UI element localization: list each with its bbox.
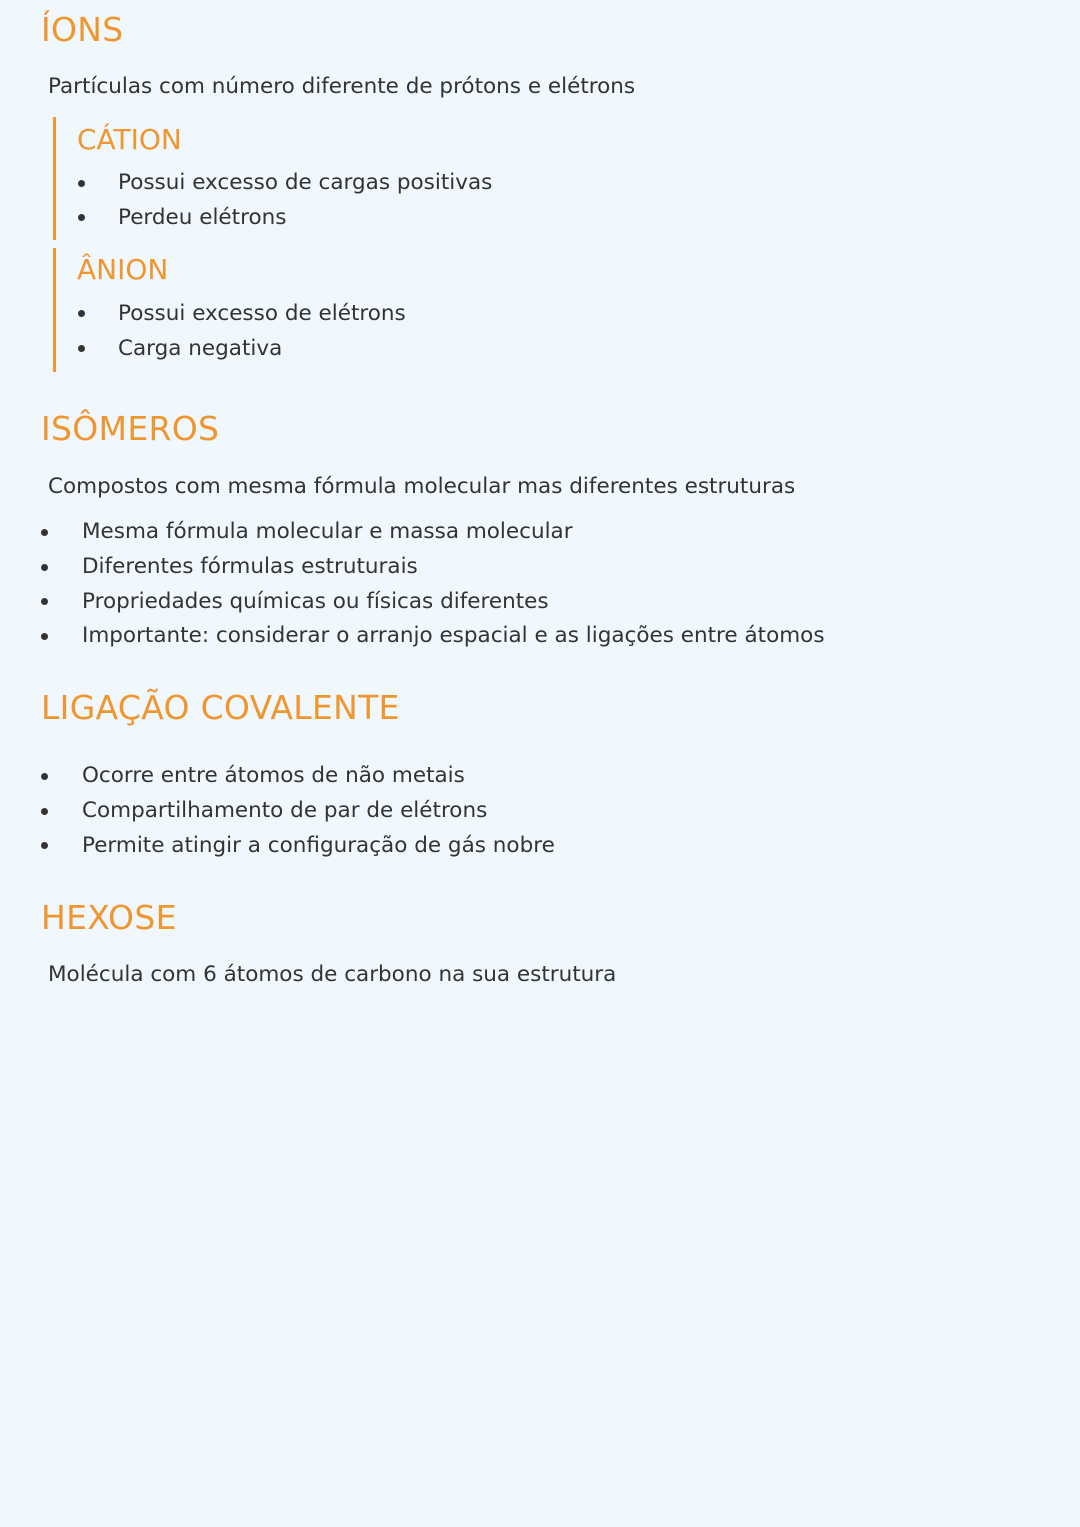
bullet-icon — [41, 564, 48, 571]
bullet-icon — [78, 214, 85, 221]
bullet-icon — [41, 842, 48, 849]
covalent-title: LIGAÇÃO COVALENTE — [41, 688, 400, 727]
bullet-icon — [41, 529, 48, 536]
hexose-title: HEXOSE — [41, 898, 177, 937]
covalent-item: Ocorre entre átomos de não metais — [82, 763, 465, 788]
isomers-title: ISÔMEROS — [41, 409, 220, 448]
bullet-icon — [41, 808, 48, 815]
bullet-icon — [41, 598, 48, 605]
bullet-icon — [41, 773, 48, 780]
isomers-description: Compostos com mesma fórmula molecular mas diferentes estruturas — [48, 474, 796, 499]
cation-item: Possui excesso de cargas positivas — [118, 170, 493, 195]
covalent-item: Permite atingir a configuração de gás nobre — [82, 833, 555, 858]
covalent-item: Compartilhamento de par de elétrons — [82, 798, 488, 823]
ions-title: ÍONS — [41, 10, 124, 49]
isomers-item: Mesma fórmula molecular e massa molecular — [82, 519, 573, 544]
anion-item: Possui excesso de elétrons — [118, 301, 406, 326]
cation-item: Perdeu elétrons — [118, 205, 287, 230]
bullet-icon — [78, 345, 85, 352]
cation-title: CÁTION — [77, 123, 182, 156]
cation-accent-bar — [53, 117, 56, 240]
anion-title: ÂNION — [77, 253, 169, 286]
bullet-icon — [41, 633, 48, 640]
bullet-icon — [78, 180, 85, 187]
ions-description: Partículas com número diferente de prótons e elétrons — [48, 74, 636, 99]
isomers-item: Propriedades químicas ou físicas diferentes — [82, 589, 549, 614]
isomers-item: Importante: considerar o arranjo espacial e as ligações entre átomos — [82, 623, 825, 648]
isomers-item: Diferentes fórmulas estruturais — [82, 554, 418, 579]
bullet-icon — [78, 310, 85, 317]
anion-accent-bar — [53, 248, 56, 372]
hexose-description: Molécula com 6 átomos de carbono na sua estrutura — [48, 962, 617, 987]
anion-item: Carga negativa — [118, 336, 283, 361]
